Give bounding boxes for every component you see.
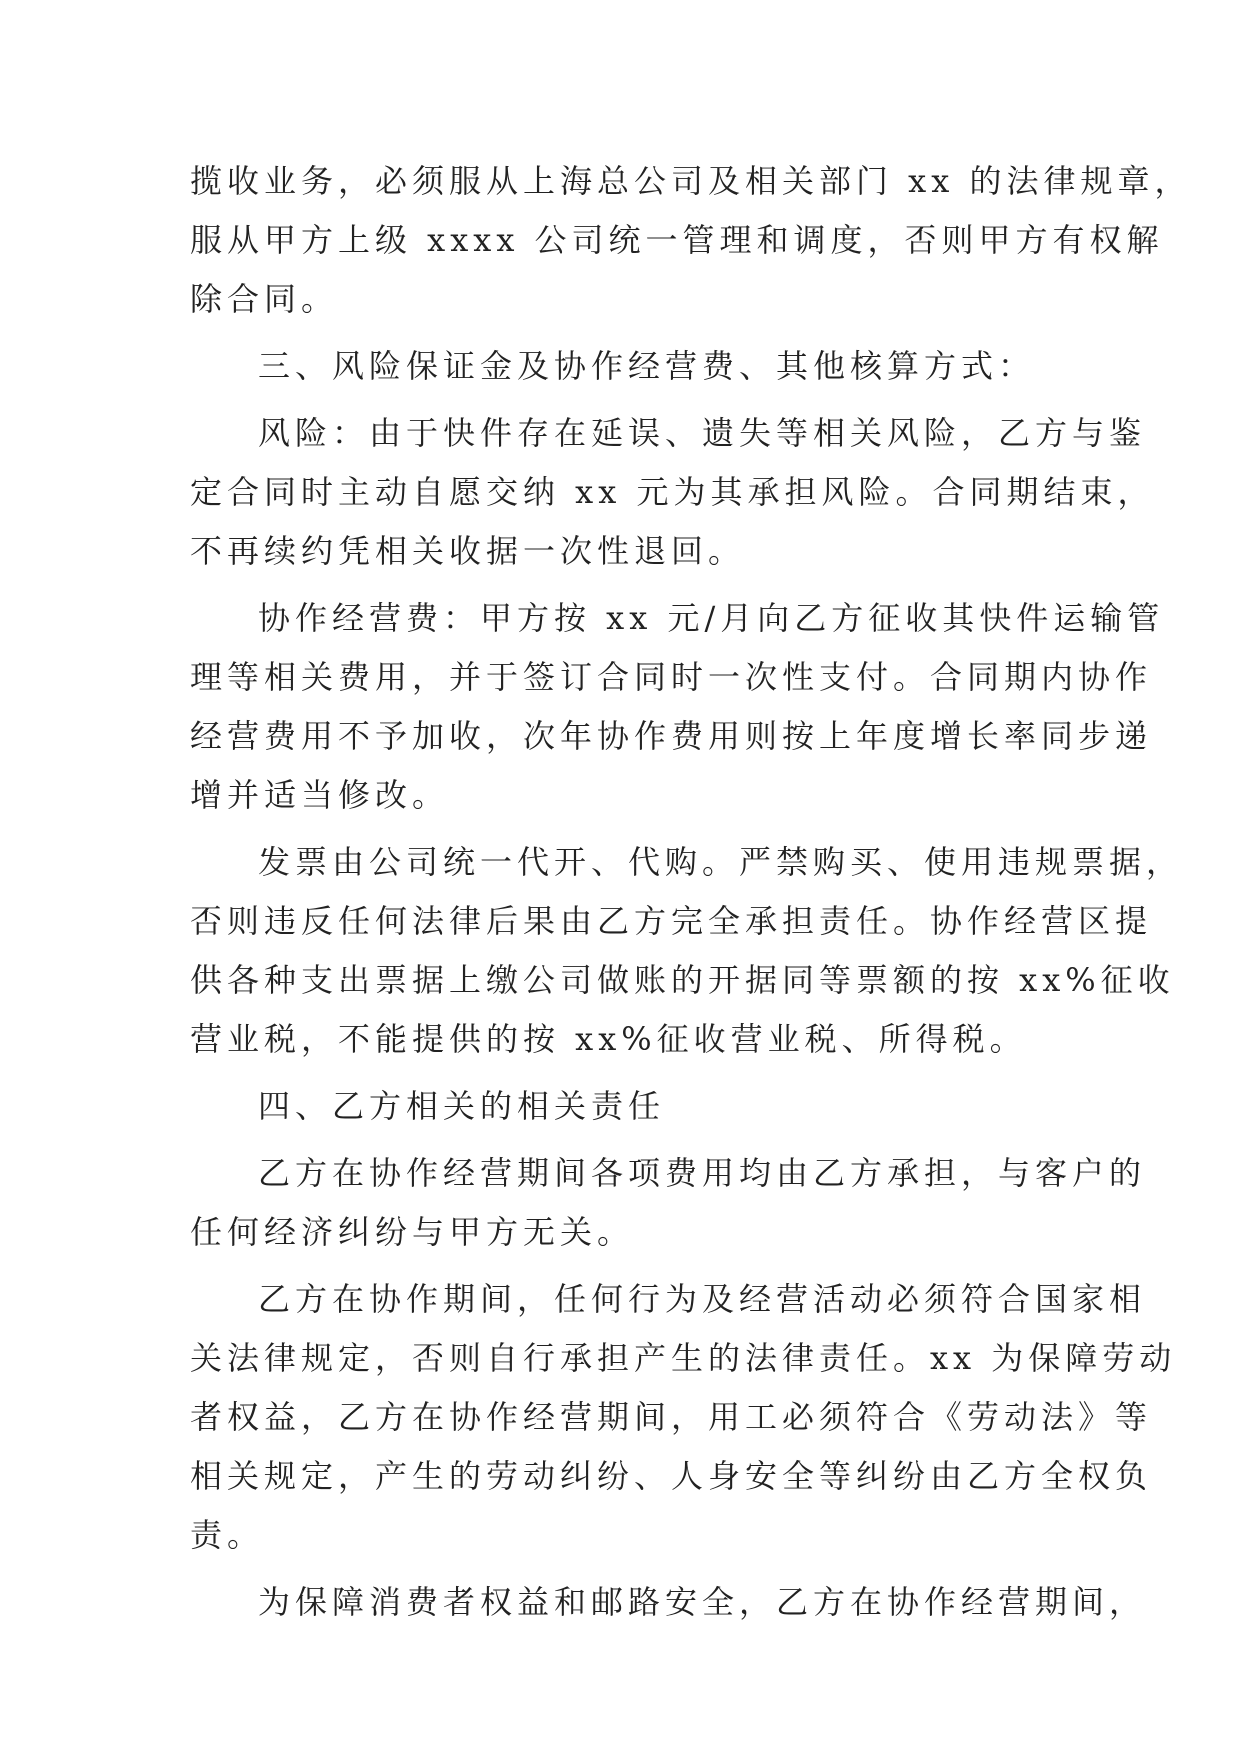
text-line: 责。 (190, 1516, 265, 1554)
text-line: 发票由公司统一代开、代购。严禁购买、使用违规票据， (258, 843, 1184, 881)
text-line: 经营费用不予加收，次年协作费用则按上年度增长率同步递 (190, 717, 1153, 755)
text-line: 者权益，乙方在协作经营期间，用工必须符合《劳动法》等 (190, 1398, 1153, 1436)
text-line: 不再续约凭相关收据一次性退回。 (190, 532, 746, 570)
text-line: 增并适当修改。 (190, 776, 450, 814)
text-line: 相关规定，产生的劳动纠纷、人身安全等纠纷由乙方全权负 (190, 1457, 1153, 1495)
paragraph-expenses (190, 1144, 1147, 1262)
paragraph-risk (190, 404, 1155, 581)
text-line: 理等相关费用，并于签订合同时一次性支付。合同期内协作 (190, 658, 1153, 696)
text-line: 为保障消费者权益和邮路安全，乙方在协作经营期间， (258, 1583, 1147, 1621)
section-heading-3 (190, 337, 1060, 396)
paragraph-legal-compliance (190, 1270, 1177, 1565)
text-line: 协作经营费：甲方按 xx 元/月向乙方征收其快件运输管 (258, 599, 1165, 637)
text-line: 关法律规定，否则自行承担产生的法律责任。xx 为保障劳动 (190, 1339, 1177, 1377)
paragraph-consumer-rights (190, 1573, 1147, 1632)
paragraph-continued-intro (190, 152, 1192, 329)
text-line: 除合同。 (190, 280, 339, 318)
section-heading-text: 三、风险保证金及协作经营费、其他核算方式： (258, 347, 1036, 385)
section-heading-4 (190, 1077, 1060, 1136)
text-line: 乙方在协作期间，任何行为及经营活动必须符合国家相 (258, 1280, 1147, 1318)
text-line: 供各种支出票据上缴公司做账的开据同等票额的按 xx%征收 (190, 961, 1175, 999)
text-line: 风险：由于快件存在延误、遗失等相关风险，乙方与鉴 (258, 414, 1147, 452)
text-line: 乙方在协作经营期间各项费用均由乙方承担，与客户的 (258, 1154, 1147, 1192)
text-line: 服从甲方上级 xxxx 公司统一管理和调度，否则甲方有权解 (190, 221, 1164, 259)
section-heading-text: 四、乙方相关的相关责任 (258, 1087, 666, 1125)
text-line: 定合同时主动自愿交纳 xx 元为其承担风险。合同期结束， (190, 473, 1155, 511)
text-line: 任何经济纠纷与甲方无关。 (190, 1213, 635, 1251)
document-body (190, 152, 1192, 1632)
text-line: 揽收业务，必须服从上海总公司及相关部门 xx 的法律规章， (190, 162, 1192, 200)
text-line: 否则违反任何法律后果由乙方完全承担责任。协作经营区提 (190, 902, 1153, 940)
text-line: 营业税，不能提供的按 xx%征收营业税、所得税。 (190, 1020, 1027, 1058)
paragraph-invoice (190, 833, 1184, 1069)
paragraph-cooperation-fee (190, 589, 1165, 825)
